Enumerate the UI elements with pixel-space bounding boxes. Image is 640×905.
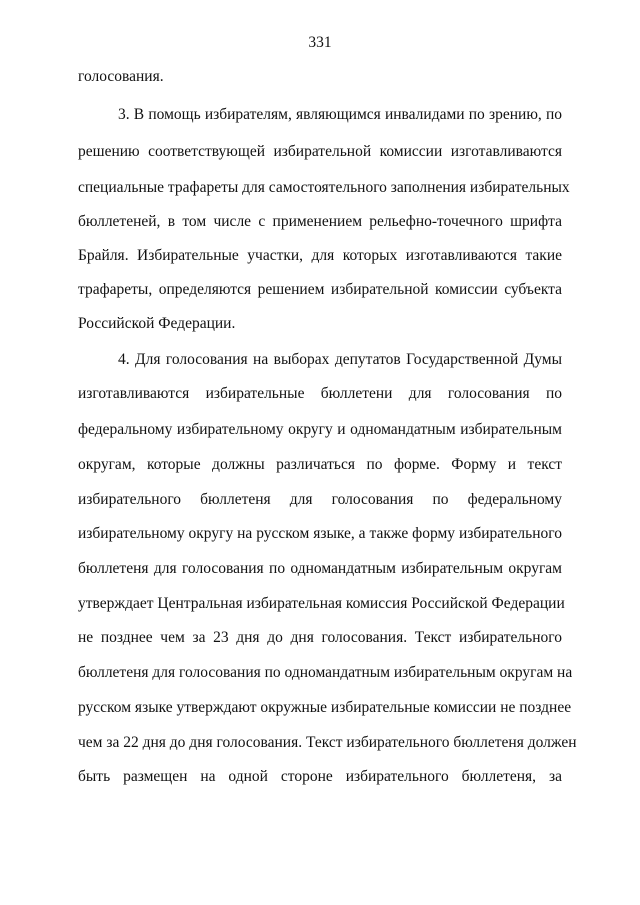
text-line: Брайля. Избирательные участки, для которых изготавливаются такие bbox=[78, 247, 562, 264]
text-line: Российской Федерации. bbox=[78, 315, 236, 332]
text-line: бюллетеней, в том числе с применением рельефно-точечного шрифта bbox=[78, 213, 562, 230]
text-line: бюллетеня для голосования по одномандатным избирательным округам на bbox=[78, 664, 573, 681]
text-line: трафареты, определяются решением избирательной комиссии субъекта bbox=[78, 281, 562, 298]
text-line: чем за 22 дня до дня голосования. Текст избирательного бюллетеня должен bbox=[78, 734, 577, 751]
paragraph-4-first-line: 4. Для голосования на выборах депутатов Государственной Думы bbox=[118, 351, 562, 368]
text-line: быть размещен на одной стороне избирательного бюллетеня, за bbox=[78, 768, 562, 785]
text-line: изготавливаются избирательные бюллетени для голосования по bbox=[78, 385, 562, 402]
text-line: решению соответствующей избирательной комиссии изготавливаются bbox=[78, 143, 562, 160]
text-line: специальные трафареты для самостоятельного заполнения избирательных bbox=[78, 179, 570, 196]
text-line: избирательному округу на русском языке, а также форму избирательного bbox=[78, 525, 562, 542]
text-line: голосования. bbox=[78, 68, 164, 85]
text-line: не позднее чем за 23 дня до дня голосования. Текст избирательного bbox=[78, 629, 562, 646]
text-line: русском языке утверждают окружные избирательные комиссии не позднее bbox=[78, 699, 572, 716]
text-line: утверждает Центральная избирательная комиссия Российской Федерации bbox=[78, 595, 565, 612]
paragraph-3-first-line: 3. В помощь избирателям, являющимся инвалидами по зрению, по bbox=[118, 106, 562, 123]
text-line: округам, которые должны различаться по форме. Форму и текст bbox=[78, 456, 562, 473]
text-line: бюллетеня для голосования по одномандатным избирательным округам bbox=[78, 560, 562, 577]
page-number: 331 bbox=[308, 34, 332, 51]
text-line: федеральному избирательному округу и одномандатным избирательным bbox=[78, 421, 562, 438]
text-line: избирательного бюллетеня для голосования по федеральному bbox=[78, 491, 562, 508]
